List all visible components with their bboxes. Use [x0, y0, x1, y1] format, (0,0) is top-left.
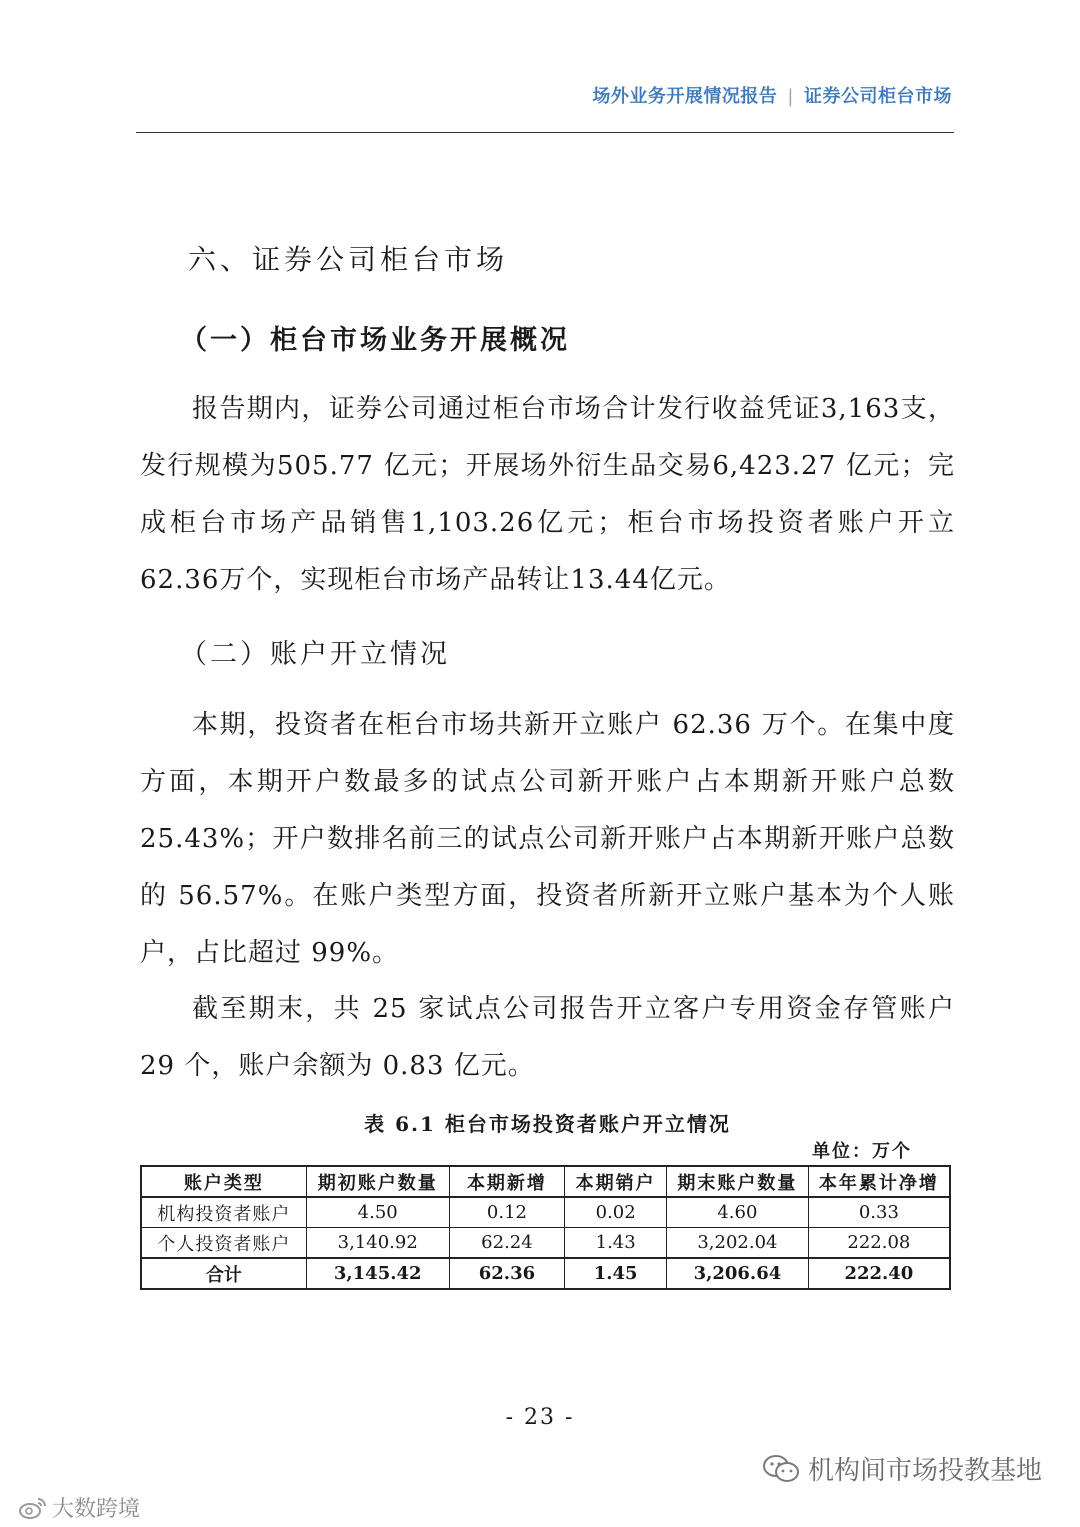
running-header — [592, 82, 952, 108]
table-cell: 222.40 — [808, 1258, 950, 1289]
table-cell: 222.08 — [808, 1228, 950, 1259]
table-row — [141, 1197, 950, 1228]
table-cell: 机构投资者账户 — [141, 1197, 306, 1228]
accounts-table — [140, 1165, 951, 1290]
table-cell: 0.33 — [808, 1197, 950, 1228]
watermark-left — [18, 1492, 140, 1523]
table-header-cell: 期末账户数量 — [667, 1166, 809, 1197]
table-unit: 单位：万个 — [812, 1141, 912, 1162]
running-header-separator: | — [787, 86, 794, 107]
table-cell: 0.12 — [449, 1197, 565, 1228]
overview-paragraph: 报告期内，证券公司通过柜台市场合计发行收益凭证3,163支，发行规模为505.77 亿元；开展场外衍生品交易6,423.27 亿元；完成柜台市场产品销售1,103.26亿元；柜台市场投资者账户开立62.36万个，实现柜台市场产品转让13.44亿元。 — [140, 394, 955, 595]
subsection-title-accounts: （二）账户开立情况 — [180, 639, 450, 670]
table-cell: 个人投资者账户 — [141, 1228, 306, 1259]
table-cell: 4.50 — [306, 1197, 449, 1228]
wechat-icon — [762, 1454, 800, 1484]
table-cell: 1.45 — [565, 1258, 667, 1289]
table-cell: 0.02 — [565, 1197, 667, 1228]
table-cell: 3,145.42 — [306, 1258, 449, 1289]
header-rule — [136, 132, 954, 133]
watermark-right — [762, 1450, 1042, 1487]
table-cell: 4.60 — [667, 1197, 809, 1228]
table-cell: 合计 — [141, 1258, 306, 1289]
watermark-left-text: 大数跨境 — [52, 1497, 141, 1522]
subsection-title-overview: （一）柜台市场业务开展概况 — [180, 325, 570, 356]
table-header-row — [141, 1166, 950, 1197]
table-cell: 3,140.92 — [306, 1228, 449, 1259]
table-total-row — [141, 1258, 950, 1289]
table-header-cell: 本年累计净增 — [808, 1166, 950, 1197]
page-number: - 23 - — [505, 1405, 575, 1430]
running-header-right: 证券公司柜台市场 — [804, 86, 952, 107]
table-row — [141, 1228, 950, 1259]
table-header-cell: 账户类型 — [141, 1166, 306, 1197]
table-cell: 3,206.64 — [667, 1258, 809, 1289]
table-header-cell: 期初账户数量 — [306, 1166, 449, 1197]
watermark-right-text: 机构间市场投教基地 — [807, 1456, 1042, 1486]
custody-paragraph: 截至期末，共 25 家试点公司报告开立客户专用资金存管账户 29 个，账户余额为 0.83 亿元。 — [140, 994, 955, 1081]
table-header-cell: 本期销户 — [565, 1166, 667, 1197]
running-header-left: 场外业务开展情况报告 — [592, 86, 778, 107]
accounts-paragraph: 本期，投资者在柜台市场共新开立账户 62.36 万个。在集中度方面，本期开户数最多的试点公司新开账户占本期新开账户总数 25.43%；开户数排名前三的试点公司新开账户占本期新开账户总数的 56.57%。在账户类型方面，投资者所新开立账户基本为个人账户，占比超过 99%。 — [140, 710, 955, 968]
table-title: 表 6.1 柜台市场投资者账户开立情况 — [364, 1112, 731, 1136]
table-header-cell: 本期新增 — [449, 1166, 565, 1197]
section-title: 六、证券公司柜台市场 — [188, 243, 509, 276]
table-cell: 62.24 — [449, 1228, 565, 1259]
table-cell: 3,202.04 — [667, 1228, 809, 1259]
table-cell: 62.36 — [449, 1258, 565, 1289]
table-cell: 1.43 — [565, 1228, 667, 1259]
weibo-icon — [18, 1496, 48, 1520]
